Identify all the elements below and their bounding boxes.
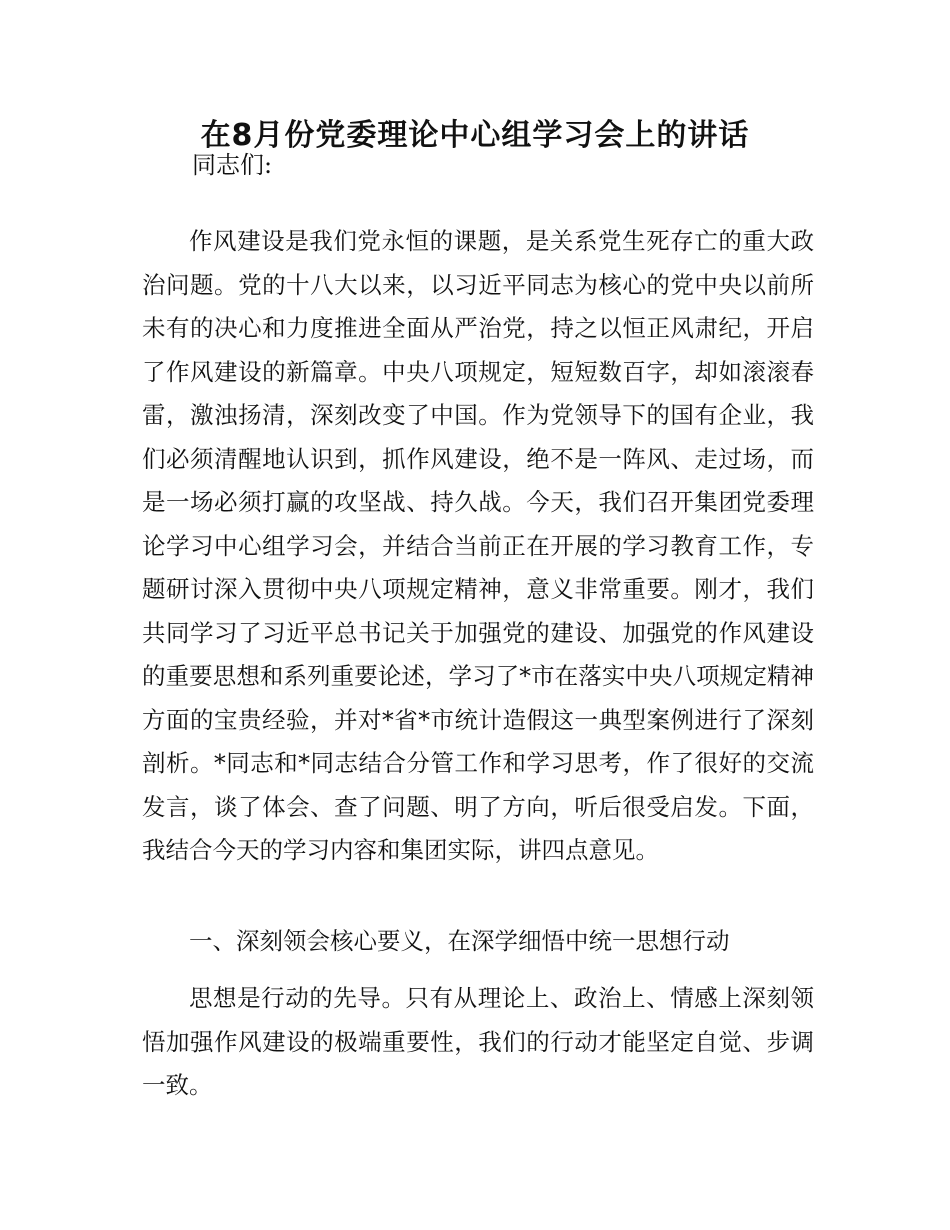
salutation: 同志们:	[192, 151, 273, 179]
document-title: 在8月份党委理论中心组学习会上的讲话	[200, 118, 750, 153]
paragraph-section-1: 思想是行动的先导。只有从理论上、政治上、情感上深刻领悟加强作风建设的极端重要性，我们的行动才能坚定自觉、步调一致。	[142, 984, 814, 1099]
paragraph-intro: 作风建设是我们党永恒的课题，是关系党生死存亡的重大政治问题。党的十八大以来，以习近平同志为核心的党中央以前所未有的决心和力度推进全面从严治党，持之以恒正风肃纪，开启了作风建设的新篇章。中央八项规定，短短数百字，却如滚滚春雷，激浊扬清，深刻改变了中国。作为党领导下的国有企业，我们必须清醒地认识到，抓作风建设，绝不是一阵风、走过场，而是一场必须打赢的攻坚战、持久战。今天，我们召开集团党委理论学习中心组学习会，并结合当前正在开展的学习教育工作，专题研讨深入贯彻中央八项规定精神，意义非常重要。刚才，我们共同学习了习近平总书记关于加强党的建设、加强党的作风建设的重要思想和系列重要论述，学习了*市在落实中央八项规定精神方面的宝贵经验，并对*省*市统计造假这一典型案例进行了深刻剖析。*同志和*同志结合分管工作和学习思考，作了很好的交流发言，谈了体会、查了问题、明了方向，听后很受启发。下面，我结合今天的学习内容和集团实际，讲四点意见。	[142, 227, 814, 864]
section-heading-1: 一、深刻领会核心要义，在深学细悟中统一思想行动	[189, 927, 730, 955]
